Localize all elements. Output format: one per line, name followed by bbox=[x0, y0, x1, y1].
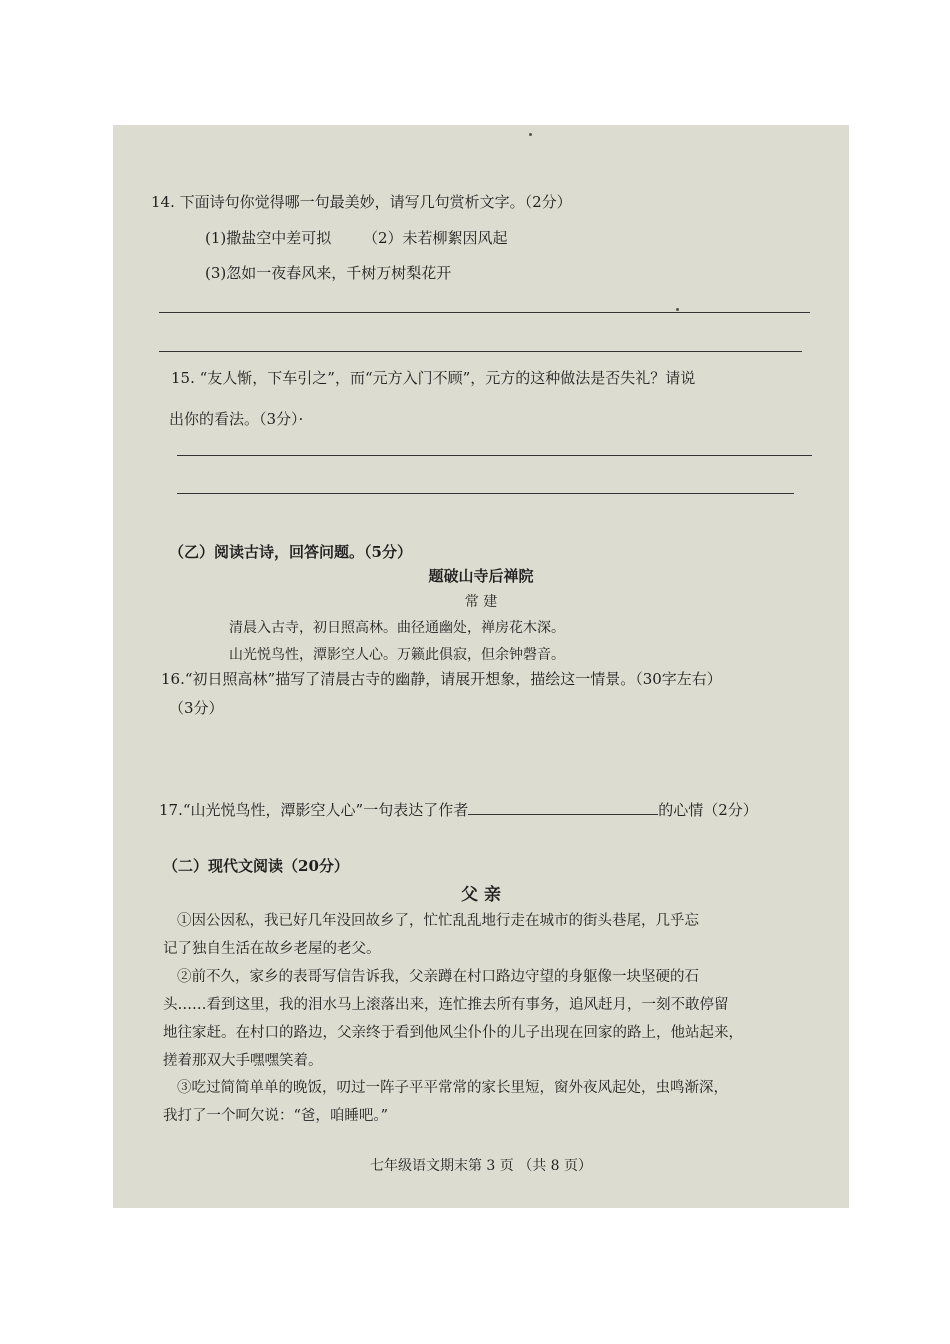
poem-title: 题破山寺后禅院 bbox=[428, 567, 534, 585]
answer-line[interactable] bbox=[177, 455, 812, 456]
q17-after: 的心情（2分） bbox=[658, 801, 758, 819]
q14-option-2: （2）未若柳絮因风起 bbox=[363, 229, 508, 247]
q15-line-2: 出你的看法。（3分）· bbox=[169, 410, 304, 428]
essay-title: 父 亲 bbox=[461, 885, 501, 905]
page-footer: 七年级语文期末第 3 页 （共 8 页） bbox=[369, 1158, 593, 1174]
essay-para-1-line-1: ①因公因私，我已好几年没回故乡了，忙忙乱乱地行走在城市的街头巷尾，几乎忘 bbox=[177, 913, 699, 929]
q14-option-3: (3)忽如一夜春风来，千树万树梨花开 bbox=[205, 264, 452, 282]
poem-line-2: 山光悦鸟性，潭影空人心。万籁此俱寂，但余钟磬音。 bbox=[229, 647, 565, 663]
q15-line-1: 15. “友人惭，下车引之”，而“元方入门不顾”，元方的这种做法是否失礼？请说 bbox=[171, 369, 696, 387]
q17-text bbox=[159, 801, 758, 818]
exam-page bbox=[113, 125, 849, 1208]
q16-line-2: （3分） bbox=[169, 699, 224, 717]
answer-line[interactable] bbox=[159, 312, 810, 313]
essay-para-2-line-3: 地往家赶。在村口的路边，父亲终于看到他风尘仆仆的儿子出现在回家的路上，他站起来， bbox=[163, 1025, 743, 1041]
q14-stem: 14. 下面诗句你觉得哪一句最美妙，请写几句赏析文字。（2分） bbox=[151, 193, 572, 211]
essay-para-2-line-1: ②前不久，家乡的表哥写信告诉我，父亲蹲在村口路边守望的身躯像一块坚硬的石 bbox=[177, 969, 699, 985]
answer-line[interactable] bbox=[177, 493, 794, 494]
speck bbox=[676, 308, 679, 311]
essay-para-2-line-2: 头……看到这里，我的泪水马上滚落出来，连忙推去所有事务，追风赶月，一刻不敢停留 bbox=[163, 997, 729, 1013]
essay-para-2-line-4: 搓着那双大手嘿嘿笑着。 bbox=[163, 1053, 323, 1069]
essay-para-3-line-2: 我打了一个呵欠说：“爸，咱睡吧。” bbox=[163, 1108, 389, 1124]
q14-option-1: (1)撒盐空中差可拟 bbox=[205, 229, 332, 247]
q16-line-1: 16.“初日照高林”描写了清晨古寺的幽静，请展开想象，描绘这一情景。（30字左右） bbox=[161, 670, 722, 688]
essay-para-1-line-2: 记了独自生活在故乡老屋的老父。 bbox=[163, 941, 381, 957]
section-yi-heading: （乙）阅读古诗，回答问题。（5分） bbox=[169, 543, 412, 561]
q17-before: 17.“山光悦鸟性，潭影空人心”一句表达了作者 bbox=[159, 801, 469, 819]
speck bbox=[529, 133, 532, 136]
poem-line-1: 清晨入古寺，初日照高林。曲径通幽处，禅房花木深。 bbox=[229, 620, 565, 636]
poem-author: 常 建 bbox=[464, 594, 498, 610]
essay-para-3-line-1: ③吃过简简单单的晚饭，叨过一阵子平平常常的家长里短，窗外夜风起处，虫鸣渐深， bbox=[177, 1080, 728, 1096]
q17-blank[interactable] bbox=[468, 801, 658, 815]
section-er-heading: （二）现代文阅读（20分） bbox=[163, 857, 349, 875]
answer-line[interactable] bbox=[159, 351, 802, 352]
